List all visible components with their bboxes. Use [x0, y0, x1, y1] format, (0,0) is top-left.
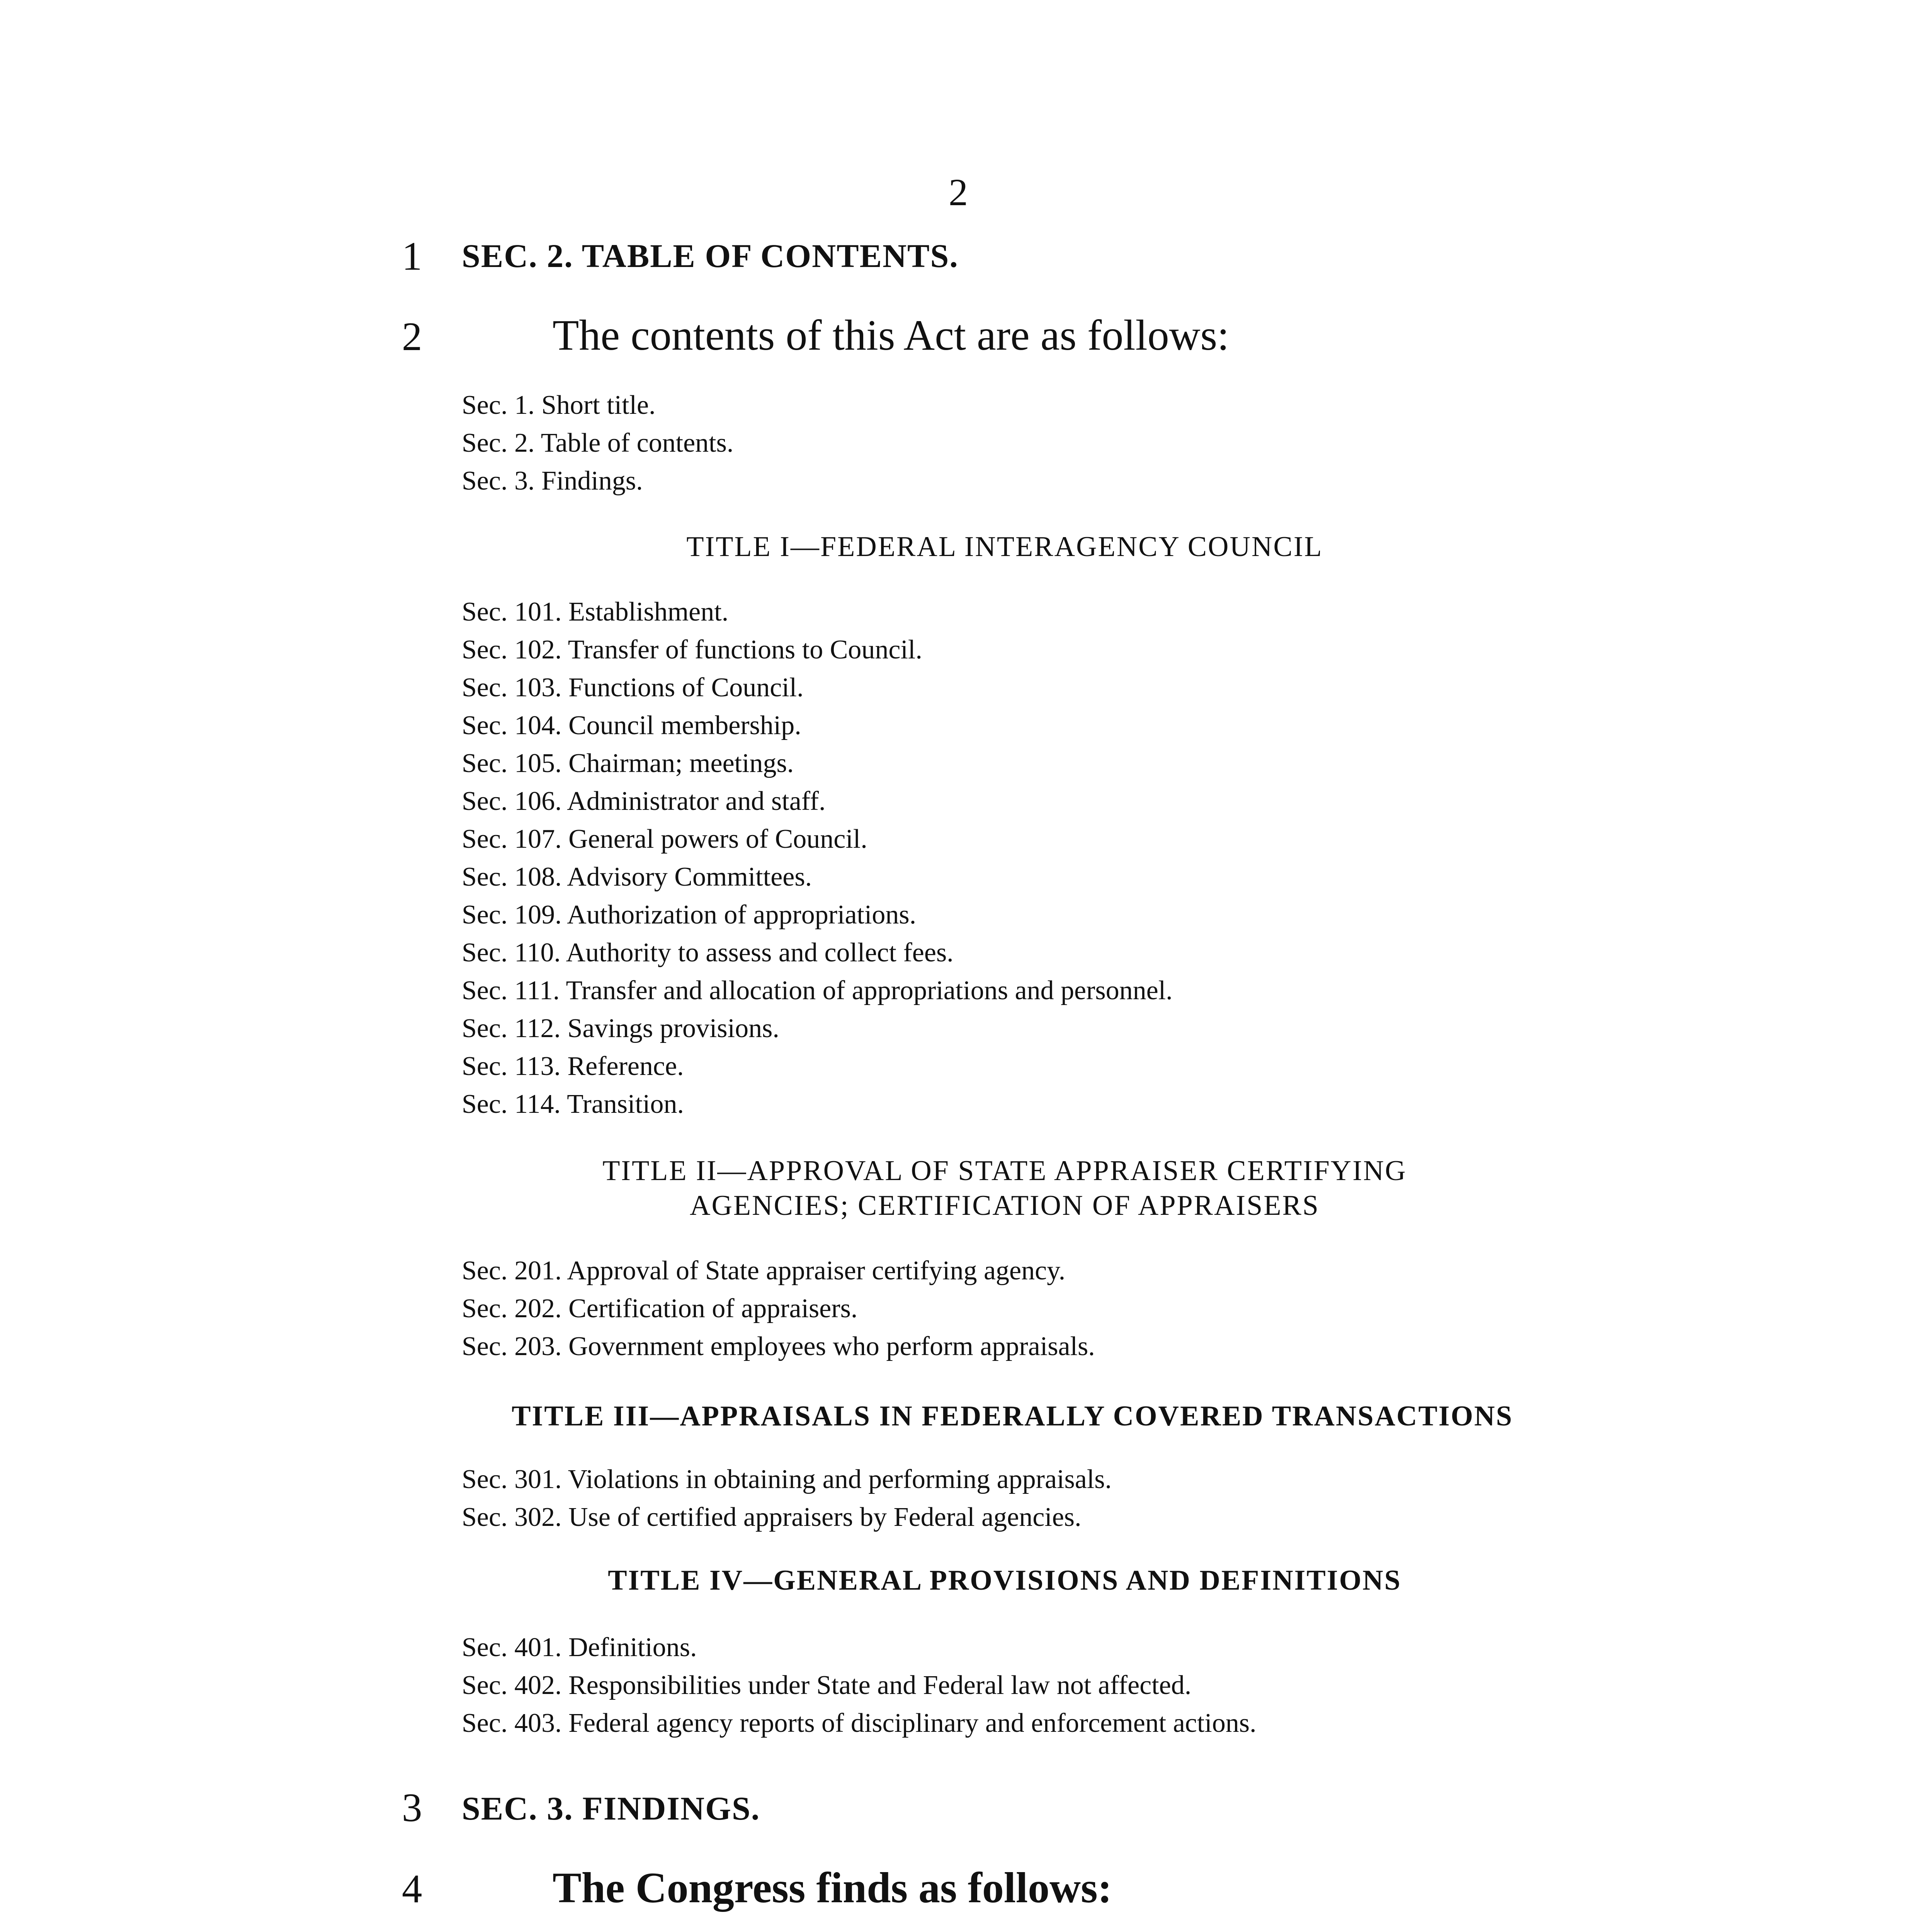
toc-entry: Sec. 105. Chairman; meetings. [462, 748, 794, 778]
line-number: 1 [402, 233, 422, 279]
toc-entry: Sec. 103. Functions of Council. [462, 673, 804, 702]
toc-entry: Sec. 402. Responsibilities under State and Federal law not affected. [462, 1670, 1192, 1700]
toc-entry: Sec. 109. Authorization of appropriations. [462, 900, 917, 930]
section-2-heading: SEC. 2. TABLE OF CONTENTS. [462, 237, 959, 274]
toc-entry: Sec. 108. Advisory Committees. [462, 862, 812, 892]
line-number: 3 [402, 1785, 422, 1830]
toc-entry: Sec. 202. Certification of appraisers. [462, 1294, 858, 1323]
toc-entry: Sec. 107. General powers of Council. [462, 824, 867, 854]
toc-entry: Sec. 302. Use of certified appraisers by Federal agencies. [462, 1502, 1082, 1532]
toc-entry: Sec. 112. Savings provisions. [462, 1014, 779, 1043]
toc-entry: Sec. 106. Administrator and staff. [462, 786, 826, 816]
title-2-list [462, 1252, 1095, 1366]
toc-entry: Sec. 102. Transfer of functions to Council. [462, 635, 922, 665]
toc-entry: Sec. 3. Findings. [462, 466, 643, 496]
title-1-heading: TITLE I—FEDERAL INTERAGENCY COUNCIL [686, 531, 1323, 563]
title-3-heading: TITLE III—APPRAISALS IN FEDERALLY COVERED TRANSACTIONS [512, 1400, 1513, 1432]
toc-entry: Sec. 110. Authority to assess and collect fees. [462, 938, 954, 968]
toc-entry: Sec. 104. Council membership. [462, 711, 801, 740]
title-4-list [462, 1629, 1257, 1742]
line-number: 2 [402, 314, 422, 359]
title-1-list [462, 593, 1173, 1123]
section-3-heading: SEC. 3. FINDINGS. [462, 1790, 760, 1827]
findings-intro: The Congress finds as follows: [553, 1864, 1112, 1912]
toc-entry: Sec. 301. Violations in obtaining and performing appraisals. [462, 1464, 1112, 1494]
title-2-heading-line-1: TITLE II—APPROVAL OF STATE APPRAISER CERTIFYING [602, 1155, 1407, 1187]
title-2-heading-line-2: AGENCIES; CERTIFICATION OF APPRAISERS [690, 1190, 1320, 1221]
toc-entry: Sec. 403. Federal agency reports of disciplinary and enforcement actions. [462, 1708, 1257, 1738]
toc-entry: Sec. 201. Approval of State appraiser certifying agency. [462, 1256, 1066, 1286]
toc-entry: Sec. 101. Establishment. [462, 597, 729, 627]
toc-entry: Sec. 113. Reference. [462, 1051, 684, 1081]
toc-general-list [462, 386, 733, 500]
toc-entry: Sec. 2. Table of contents. [462, 428, 734, 458]
title-2-heading [460, 1153, 1549, 1223]
line-number: 4 [402, 1866, 422, 1911]
toc-entry: Sec. 111. Transfer and allocation of appropriations and personnel. [462, 976, 1173, 1005]
toc-intro: The contents of this Act are as follows: [553, 311, 1230, 359]
toc-entry: Sec. 1. Short title. [462, 390, 656, 420]
toc-entry: Sec. 203. Government employees who perform appraisals. [462, 1332, 1095, 1361]
title-4-heading: TITLE IV—GENERAL PROVISIONS AND DEFINITIONS [608, 1565, 1401, 1596]
title-3-list [462, 1461, 1112, 1536]
toc-entry: Sec. 114. Transition. [462, 1089, 684, 1119]
toc-entry: Sec. 401. Definitions. [462, 1633, 697, 1662]
page-number: 2 [949, 171, 968, 214]
